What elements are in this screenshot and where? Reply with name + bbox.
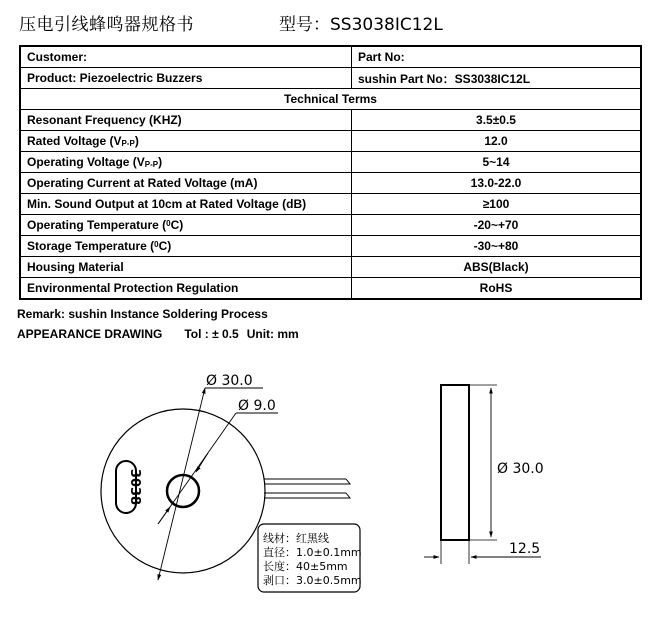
value-cell: ABS(Black) bbox=[352, 257, 642, 278]
document-title: 压电引线蜂鸣器规格书 bbox=[19, 15, 194, 35]
wire-note-line: 直径：1.0±0.1mm bbox=[263, 546, 362, 559]
wire-note-line: 剥口：3.0±0.5mm bbox=[263, 574, 362, 587]
param-cell: Min. Sound Output at 10cm at Rated Voltage (dB) bbox=[20, 194, 352, 215]
thickness-label: 12.5 bbox=[509, 541, 541, 557]
param-subscript: P-P bbox=[121, 139, 135, 148]
tolerance-text: Tol : ± 0.5 bbox=[184, 327, 239, 341]
value-cell: 13.0-22.0 bbox=[352, 173, 642, 194]
value-cell: -30~+80 bbox=[352, 236, 642, 257]
param-text: ) bbox=[158, 155, 163, 169]
unit-text: Unit: mm bbox=[246, 327, 299, 341]
value-cell: ≥100 bbox=[352, 194, 642, 215]
section-title: Technical Terms bbox=[20, 89, 641, 110]
outer-diameter-label: Ø 30.0 bbox=[206, 373, 253, 389]
param-superscript: 0 bbox=[166, 219, 171, 228]
param-text: Rated Voltage (V bbox=[27, 134, 122, 148]
lead-wires bbox=[264, 479, 350, 498]
inner-diameter-arrow-b bbox=[158, 507, 170, 524]
value-cell: -20~+70 bbox=[352, 215, 642, 236]
part-marking: 3038 bbox=[127, 468, 142, 506]
param-cell: Operating Current at Rated Voltage (mA) bbox=[20, 173, 352, 194]
part-no-cell: Part No: bbox=[352, 46, 642, 68]
value-cell: 3.5±0.5 bbox=[352, 110, 642, 131]
value-cell: RoHS bbox=[352, 278, 642, 300]
param-superscript: 0 bbox=[154, 240, 159, 249]
side-view bbox=[424, 385, 544, 564]
remark-text: Remark: sushin Instance Soldering Process bbox=[17, 307, 268, 321]
value-cell: 12.0 bbox=[352, 131, 642, 152]
model-number: 型号：SS3038IC12L bbox=[279, 15, 443, 35]
param-text: C) bbox=[158, 239, 172, 253]
param-text: ) bbox=[134, 134, 139, 148]
customer-cell: Customer: bbox=[20, 46, 352, 68]
wire-note-line: 长度：40±5mm bbox=[263, 560, 348, 573]
sushin-part-cell: sushin Part No：SS3038IC12L bbox=[352, 68, 642, 89]
side-body bbox=[441, 385, 469, 540]
value-cell: 5~14 bbox=[352, 152, 642, 173]
inner-diameter-arrow-a bbox=[196, 453, 208, 472]
param-cell: Resonant Frequency (KHZ) bbox=[20, 110, 352, 131]
param-subscript: P-P bbox=[144, 160, 159, 169]
front-view bbox=[101, 373, 362, 592]
outer-circle bbox=[101, 409, 265, 573]
side-diameter-label: Ø 30.0 bbox=[497, 461, 544, 477]
param-text: C) bbox=[170, 218, 184, 232]
product-cell: Product: Piezoelectric Buzzers bbox=[20, 68, 352, 89]
param-text: Storage Temperature ( bbox=[27, 239, 155, 253]
appearance-title: APPEARANCE DRAWING bbox=[17, 327, 163, 341]
inner-diameter-label: Ø 9.0 bbox=[238, 398, 276, 414]
param-cell: Housing Material bbox=[20, 257, 352, 278]
param-text: Operating Voltage (V bbox=[27, 155, 145, 169]
wire-note-line: 线材：红黑线 bbox=[263, 532, 329, 545]
inner-hole bbox=[167, 475, 199, 507]
param-text: Operating Temperature ( bbox=[27, 218, 167, 232]
param-cell: Environmental Protection Regulation bbox=[20, 278, 352, 300]
